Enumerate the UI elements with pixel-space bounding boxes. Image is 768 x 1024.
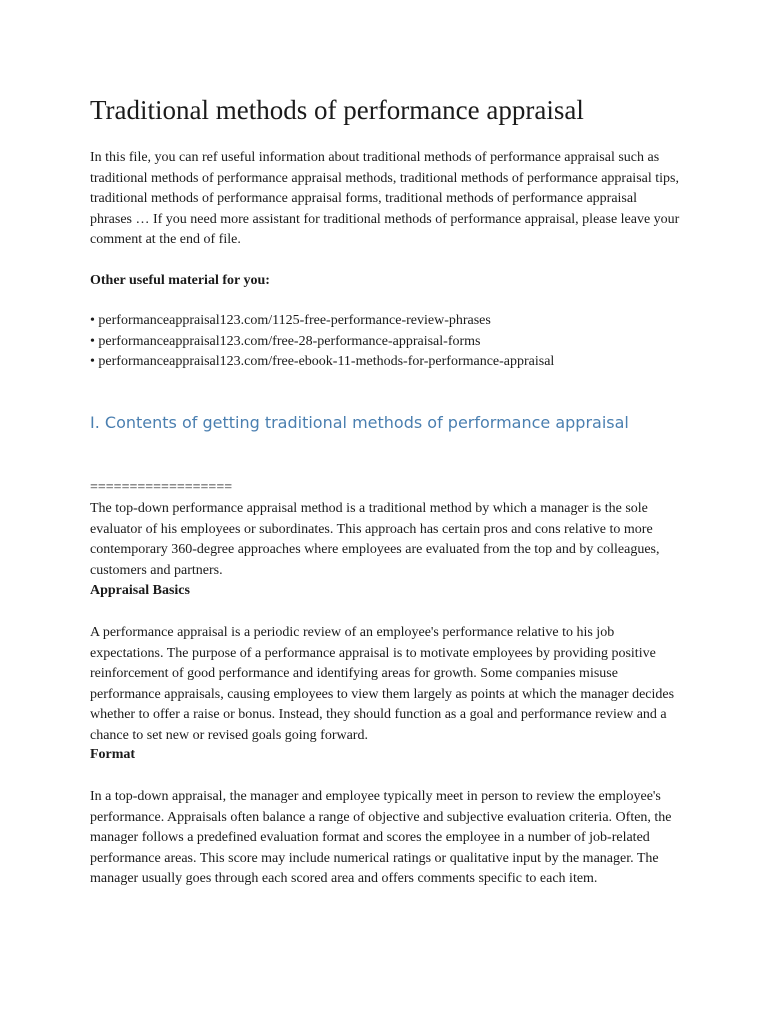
material-link-list (90, 311, 554, 373)
subhead-appraisal-basics: Appraisal Basics (90, 583, 190, 598)
material-link-item[interactable]: • performanceappraisal123.com/free-28-performance-appraisal-forms (90, 333, 481, 349)
material-link-item[interactable]: • performanceappraisal123.com/free-ebook-11-methods-for-performance-appraisal (90, 354, 555, 369)
intro-paragraph: In this file, you can ref useful information about traditional methods of performance appraisal such as traditional methods of performance appraisal methods, traditional methods of performance appraisal tips, traditional methods of performance appraisal forms, traditional methods of performance appraisal phrases … If you need more assistant for traditional methods of performance appraisal, please leave your comment at the end of file. (90, 150, 680, 247)
paragraph-format: In a top-down appraisal, the manager and employee typically meet in person to review the employee's performance. Appraisals often balance a range of objective and subjective evaluation criteria. Often, the manager follows a predefined evaluation format and scores the employee in a number of job-related performance areas. This score may include numerical ratings or qualitative input by the manager. The manager usually goes through each scored area and offers comments specific to each item. (90, 789, 672, 886)
paragraph-appraisal-basics: A performance appraisal is a periodic review of an employee's performance relative to his job expectations. The purpose of a performance appraisal is to motivate employees by providing positive reinforcement of good performance and identifying areas for growth. Some companies misuse performance appraisals, causing employees to view them largely as points at which the manager decides whether to offer a raise or bonus. Instead, they should function as a goal and performance review and a chance to set new or revised goals going forward. (90, 625, 675, 743)
separator-line: ================== (90, 480, 233, 495)
material-link-item[interactable]: • performanceappraisal123.com/1125-free-performance-review-phrases (90, 313, 491, 328)
section-heading: I. Contents of getting traditional methods of performance appraisal (90, 413, 629, 432)
subhead-format: Format (90, 747, 136, 762)
page-title: Traditional methods of performance appraisal (90, 95, 584, 125)
paragraph-top-down: The top-down performance appraisal method is a traditional method by which a manager is the sole evaluator of his employees or subordinates. This approach has certain pros and cons relative to more contemporary 360-degree approaches where employees are evaluated from the top and by colleagues, customers and partners. (90, 501, 660, 578)
material-heading: Other useful material for you: (90, 273, 270, 288)
